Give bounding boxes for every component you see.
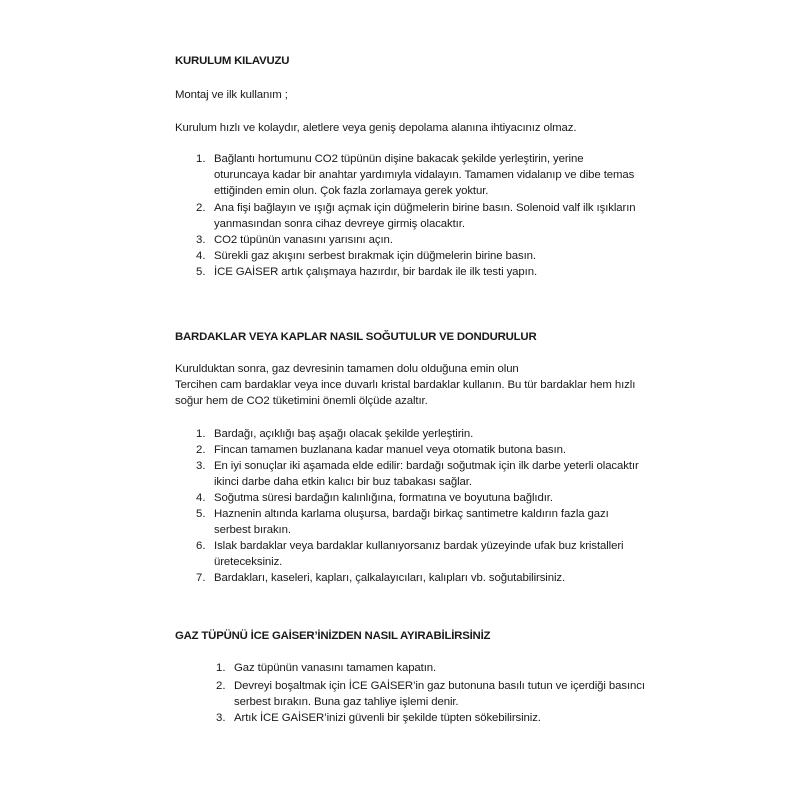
section2-para-line: soğur hem de CO2 tüketimini önemli ölçüde azaltır.: [175, 395, 428, 407]
section2-para-line: Tercihen cam bardaklar veya ince duvarlı kristal bardaklar kullanın. Bu tür bardaklar hem hızlı: [175, 379, 636, 391]
list-number: 7.: [196, 572, 206, 584]
list-text-line: Islak bardaklar veya bardaklar kullanıyorsanız bardak yüzeyinde ufak buz kristalleri: [214, 540, 624, 552]
list-text-line: Haznenin altında karlama oluşursa, bardağı birkaç santimetre kaldırın fazla gazı: [214, 508, 609, 520]
list-number: 5.: [196, 508, 206, 520]
list-number: 3.: [216, 712, 226, 724]
section1-intro: Kurulum hızlı ve kolaydır, aletlere veya geniş depolama alanına ihtiyacınız olmaz.: [175, 122, 577, 134]
list-number: 3.: [196, 234, 206, 246]
list-number: 6.: [196, 540, 206, 552]
list-text-line: Bağlantı hortumunu CO2 tüpünün dişine bakacak şekilde yerleştirin, yerine: [214, 153, 584, 165]
list-number: 2.: [196, 444, 206, 456]
list-text-line: Bardağı, açıklığı baş aşağı olacak şekilde yerleştirin.: [214, 428, 474, 440]
list-number: 4.: [196, 250, 206, 262]
list-text-line: Bardakları, kaseleri, kapları, çalkalayıcıları, kalıpları vb. soğutabilirsiniz.: [214, 572, 566, 584]
list-text-line: Gaz tüpünün vanasını tamamen kapatın.: [234, 662, 437, 674]
list-number: 1.: [196, 153, 206, 165]
list-number: 1.: [196, 428, 206, 440]
list-text-line: ikinci darbe daha etkin kalıcı bir buz tabakası sağlar.: [214, 476, 472, 488]
list-text-line: serbest bırakın.: [214, 524, 291, 536]
list-text-line: Fincan tamamen buzlanana kadar manuel veya otomatik butona basın.: [214, 444, 566, 456]
list-number: 5.: [196, 266, 206, 278]
list-text-line: serbest bırakın. Buna gaz tahliye işlemi denir.: [234, 696, 459, 708]
list-number: 3.: [196, 460, 206, 472]
section1-subtitle: Montaj ve ilk kullanım ;: [175, 89, 288, 101]
list-number: 2.: [216, 680, 226, 692]
list-number: 2.: [196, 202, 206, 214]
list-text-line: CO2 tüpünün vanasını yarısını açın.: [214, 234, 393, 246]
list-text-line: Artık İCE GAİSER’inizi güvenli bir şekilde tüpten sökebilirsiniz.: [234, 712, 541, 724]
list-text-line: Sürekli gaz akışını serbest bırakmak için düğmelerin birine basın.: [214, 250, 536, 262]
list-text-line: oturuncaya kadar bir anahtar yardımıyla vidalayın. Tamamen vidalanıp ve dibe temas: [214, 169, 635, 181]
list-text-line: Soğutma süresi bardağın kalınlığına, formatına ve boyutuna bağlıdır.: [214, 492, 553, 504]
list-text-line: yanmasından sonra cihaz devreye girmiş olacaktır.: [214, 218, 465, 230]
list-text-line: Ana fişi bağlayın ve ışığı açmak için düğmelerin birine basın. Solenoid valf ilk ışıkların: [214, 202, 636, 214]
list-number: 4.: [196, 492, 206, 504]
section1-title: KURULUM KILAVUZU: [175, 55, 290, 67]
section2-title: BARDAKLAR VEYA KAPLAR NASIL SOĞUTULUR VE DONDURULUR: [175, 331, 537, 343]
list-number: 1.: [216, 662, 226, 674]
section3-title: GAZ TÜPÜNÜ İCE GAİSER’İNİZDEN NASIL AYIRABİLİRSİNİZ: [175, 630, 491, 642]
list-text-line: ettiğinden emin olun. Çok fazla zorlamaya gerek yoktur.: [214, 185, 489, 197]
list-text-line: En iyi sonuçlar iki aşamada elde edilir: bardağı soğutmak için ilk darbe yeterli olacaktır: [214, 460, 639, 472]
list-text-line: İCE GAİSER artık çalışmaya hazırdır, bir bardak ile ilk testi yapın.: [214, 266, 538, 278]
list-text-line: üreteceksiniz.: [214, 556, 283, 568]
list-text-line: Devreyi boşaltmak için İCE GAİSER’in gaz butonuna basılı tutun ve içerdiği basıncı: [234, 680, 645, 692]
section2-para-line: Kurulduktan sonra, gaz devresinin tamamen dolu olduğuna emin olun: [175, 363, 519, 375]
